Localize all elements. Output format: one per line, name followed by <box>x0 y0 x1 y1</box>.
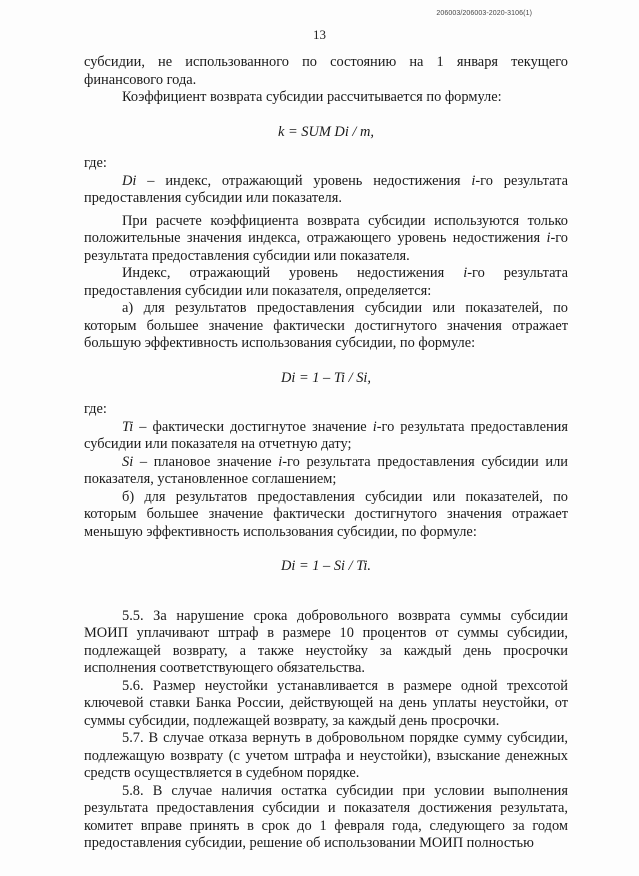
formula-text: k = SUM Di / m, <box>277 123 375 140</box>
variable-i: i <box>546 230 551 246</box>
paragraph: Коэффициент возврата субсидии рассчитывается по формуле: <box>122 89 502 105</box>
formula-k <box>84 124 568 142</box>
paragraph-5-7: 5.7. В случае отказа вернуть в добровольном порядке сумму субсидии, подлежащую возврату (с учетом штрафа и неустойки), взыскание денежных средств осуществляется в судебном порядке. <box>84 730 568 781</box>
text-run: – фактически достигнутое значение <box>133 418 373 435</box>
variable-di: Di <box>122 172 137 189</box>
document-body <box>84 54 568 853</box>
text-run: -го результата предоставления субсидии или показателя, определяется: <box>84 265 568 299</box>
text-run: -го результата предоставления субсидии или показателя. <box>84 172 569 206</box>
variable-i: i <box>372 418 377 435</box>
variable-ti: Ti <box>122 418 134 435</box>
formula-text: Di = 1 – Ti / Si, <box>280 369 372 386</box>
formula-text: Di = 1 – Si / Ti. <box>280 558 372 574</box>
paragraph <box>84 213 568 266</box>
paragraph: а) для результатов предоставления субсидии или показателей, по которым большее значение фактически достигнутого значения отражает большую эффективность использования субсидии, по формуле: <box>84 300 568 351</box>
paragraph: субсидии, не использованного по состоянию на 1 января текущего финансового года. <box>84 54 568 88</box>
variable-i: i <box>471 172 476 189</box>
text-run: -го результата предоставления субсидии или показателя, установленное соглашением; <box>84 453 568 487</box>
paragraph <box>84 419 568 454</box>
text-run: -го результата предоставления субсидии или показателя на отчетную дату; <box>84 418 568 452</box>
variable-si: Si <box>122 453 134 470</box>
paragraph-5-5: 5.5. За нарушение срока добровольного возврата суммы субсидии МОИП уплачивают штраф в размере 10 процентов от суммы субсидии, подлежащей возврату, а также неустойку за каждый день просрочки исполнения соответствующего обязательства. <box>84 607 568 676</box>
variable-i: i <box>463 265 468 281</box>
paragraph <box>84 265 568 300</box>
variable-i: i <box>278 453 283 470</box>
paragraph-5-6: 5.6. Размер неустойки устанавливается в размере одной трехсотой ключевой ставки Банка России, действующей на день уплаты неустойки, от суммы субсидии, подлежащей возврату, за каждый день просрочки. <box>84 677 568 729</box>
formula-di-b <box>84 558 568 576</box>
paragraph <box>84 454 568 489</box>
formula-di-a <box>84 370 568 388</box>
paragraph <box>84 173 568 208</box>
page-number: 13 <box>313 27 326 42</box>
paragraph: б) для результатов предоставления субсидии или показателей, по которым большее значение фактически достигнутого значения отражает меньшую эффективность использования субсидии, по формуле: <box>84 488 568 540</box>
text-run: – индекс, отражающий уровень недостижения <box>136 172 472 189</box>
text-run: При расчете коэффициента возврата субсидии используются только положительные значения индекса, отражающего уровень недостижения <box>84 212 568 246</box>
text-run: -го результата предоставления субсидии или показателя. <box>84 230 568 264</box>
text-run: – плановое значение <box>133 453 279 470</box>
document-id: 206003/206003-2020-3106(1) <box>436 10 532 17</box>
text-run: Индекс, отражающий уровень недостижения <box>122 265 464 281</box>
paragraph-5-8: 5.8. В случае наличия остатка субсидии при условии выполнения результата предоставления субсидии и показателя достижения результата, комитет вправе принять в срок до 1 февраля года, следующего за годом предоставления субсидии, решение об использовании МОИП полностью <box>84 782 568 851</box>
where-label: где: <box>84 401 107 417</box>
where-label: где: <box>84 155 107 171</box>
